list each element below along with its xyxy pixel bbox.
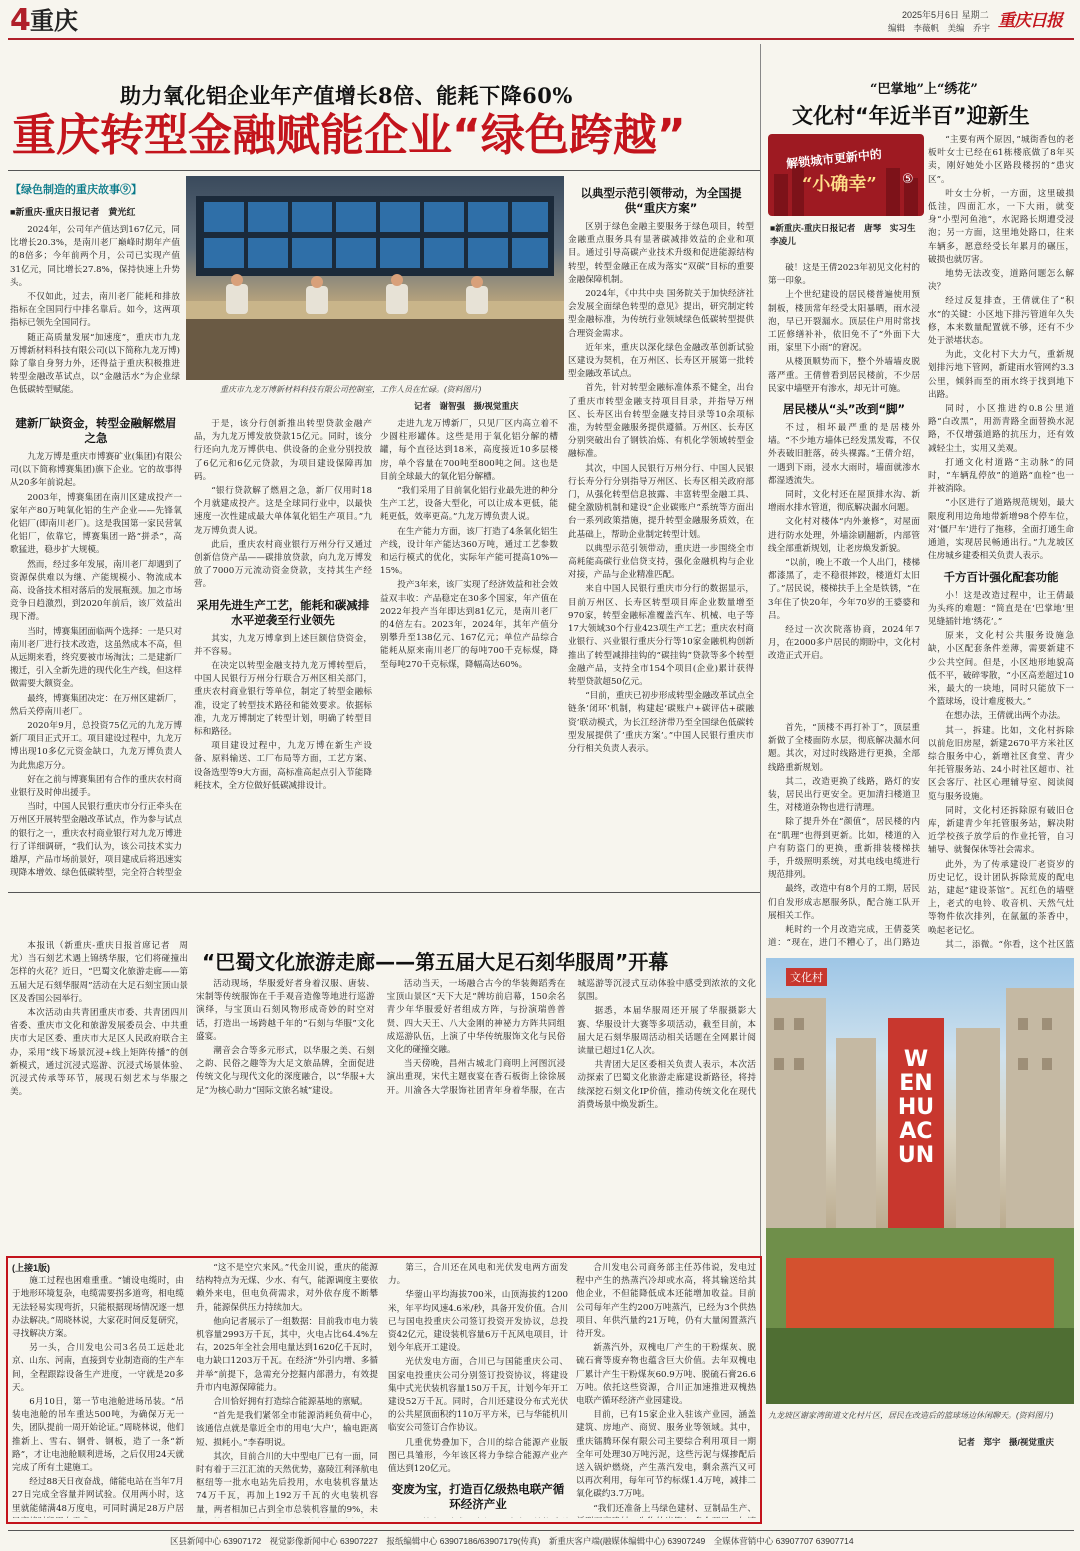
masthead-rule — [8, 38, 1074, 40]
culture-headline: “巴蜀文化旅游走廊——第五届大足石刻华服周”开幕 — [202, 950, 669, 974]
paragraph: “目前，重庆已初步形成转型金融改革试点全链条‘闭环’机制，构建起‘碳账户+碳评估+碳融资’联动模式，为长江经济带乃至全国绿色低碳转型发展提供了‘重庆方案’。”中国人民银行重庆市分行相关负责人表示。 — [568, 691, 754, 754]
editor-line: 编辑 李薇帆 美编 乔宇 — [888, 23, 991, 33]
main-col4 — [568, 186, 754, 880]
paragraph: 其一，拆建。比如，文化村拆除以前危旧房屋，新建2670平方米社区综合服务中心，新增社区食堂、青少年托管服务站、24小时社区超市、社区会客厅、社区心理辅导室、阅读阅览与服务设施。 — [928, 725, 1074, 802]
paragraph: 破！这是王倩2023年初见文化村的第一印象。 — [768, 263, 920, 287]
series-tag: 【绿色制造的重庆故事⑨】 — [10, 184, 142, 196]
paragraph: 以典型示范引领带动，重庆进一步围绕全市高耗能高碳行业信贷支持，强化金融机构与企业对接，产品与企业精准匹配。 — [568, 543, 754, 581]
paragraph: 几重优势叠加下，合川的综合能源产业版图已具雏形，今年该区将力争综合能源产业产值达到120亿元。 — [388, 1437, 568, 1475]
main-col1-top — [10, 224, 180, 410]
paragraph: 其实，九龙万博拿到上述巨额信贷资金，并不容易。 — [194, 633, 372, 657]
subhead-facilities: 千方百计强化配套功能 — [943, 569, 1059, 584]
paragraph: 最终，博赛集团决定：在万州区建新厂，然后关停南川老厂。 — [10, 693, 182, 717]
paragraph: 地势无法改变，道路问题怎么解决？ — [928, 269, 1074, 293]
paragraph: 活动当天，一场融合古今的华装舞蹈秀在宝顶山景区“天下大足”牌坊前启幕，150余名青少年华服爱好者组成方阵，与扮演瑞兽普贤、四大天王、八大金刚的神祕力方阵共同组成巡游队伍，上演了中华传统服饰文化与民俗文化的碰撞交融。 — [386, 979, 566, 1056]
paragraph: 经过88天日夜奋战，储能电站在当年7月27日完成全容量并网试验。仅用两小时，这里就能储满48万度电，可同时满足28万户居 — [12, 1477, 184, 1514]
paragraph: 同时，文化村还拆除原有破旧仓库，新建青少年托管服务站，解决附近学校孩子放学后的作业托管，自习辅导、就餐保休等社会需求。 — [928, 805, 1074, 856]
paragraph: 第三，合川还在风电和光伏发电两方面发力。 — [388, 1263, 568, 1287]
paragraph: “首先是我们紧邻全市能源消耗负荷中心，该通信点就是靠近全市的用电‘大户’，输电距离短、损耗小。”李春明说。 — [196, 1411, 378, 1448]
paragraph: 从楼顶顺势而下，整个外墙墙皮脱落严重。王倩曾看到居民楼前，不少居民家中墙壁开有渗水，却无计可施。 — [768, 357, 920, 394]
paragraph: 其次，中国人民银行万州分行、中国人民银行长寿分行分别指导万州区、长寿区相关政府部门，从强化转型信息披露、丰富转型金融工具、健全激励机制和建设“企业碳账户”系统等方面出台一系列政策措施，提升转型金融服务质效，在此基础上，帮助企业制定转型计划。 — [568, 463, 754, 540]
paragraph: 随正高质量发展“加速度”，重庆市九龙万博新材料科技有限公司(以下简称九龙万博)除了靠自身努力外，还得益于重庆积极推进转型金融改革试点，以“金融活水”为企业绿色低碳转型赋能。 — [10, 332, 180, 396]
paragraph: “以前，晚上不敢一个人出门，楼梯都漆黑了，走不稳很摔跤，楼道灯太旧了。”居民说，楼梯扶手上全是铁锈，“在3年住了快20年，今年70岁的王婆婆和吕。 — [768, 558, 920, 621]
paragraph: 施工过程也困难重重。“铺设电缆时，由于地形环境复杂，电缆需要拐多道弯，相电缆无法轻易实现弯折，只能根据现场情况逐一想办法解决。”周晓林说，大家花时间反复研究，寻找解决方案。 — [12, 1276, 184, 1340]
paragraph: 项目建设过程中，九龙万博在新生产设备、原料输送、工厂布局等方面，工艺方案、设备选型等9大方面，高标准高起点引入节能降耗技术，全方位做好低碳减排设计。 — [194, 741, 372, 791]
paragraph: 在生产能力方面，该厂打造了4条氧化铝生产线，设计年产能达360万吨，通过工艺参数和运行模式的优化，实际年产能可提高10%—15%。 — [380, 526, 558, 577]
jump-col1 — [12, 1262, 184, 1518]
footer-contacts: 区县新闻中心 63907172 视觉影像新闻中心 63907227 报纸编辑中心 63907186/63907179(传真) 新重庆客户端(融媒体编辑中心) 63907249 全媒体营销中心 63907707 63907714 — [170, 1536, 854, 1546]
jump-col4 — [576, 1262, 756, 1518]
paragraph: 文化村对楼体“内外兼修”，对屋面进行防水处理，外墙涂刷翻新，内部管线全部重新规划，让老房焕发新貌。 — [768, 517, 920, 554]
paragraph: “主要有两个原因，”城街香包的老板叶女士已经在61栋楼底做了8年买卖，刚好她处小区路段楼拐的“患灾区”。 — [928, 135, 1074, 185]
right-colB — [928, 134, 1074, 950]
village-photo-credit: 记者 郑宇 摄/视觉重庆 — [958, 1437, 1054, 1447]
weekday: 星期二 — [961, 10, 989, 20]
date: 2025年5月6日 — [902, 10, 960, 20]
paragraph: 小！这是改造过程中，让王倩最为头疼的难题：“简直是在‘巴掌地’里见缝插针地‘绣花’。” — [928, 590, 1074, 627]
subhead-advanced-process: 采用先进生产工艺，能耗和碳减排水平逆袭至行业领先 — [196, 597, 370, 627]
paragraph: 其次，目前合川的大中型电厂已有一面，同时有着于三江汇流的天然优势，嘉陵江利泽航电枢纽等一批水电站先后投用，水电装机容量达74万千瓦，再加上192万千瓦的火电装机容量，两者相加已占到全市总装机容量的9%，未 — [196, 1451, 378, 1515]
paragraph — [388, 1517, 568, 1518]
main-byline: ■新重庆-重庆日报记者 黄光红 — [10, 207, 136, 217]
paragraph: 打通文化村道路“主动脉”的同时，“车辆乱停放”的道路“血栓”也一并被消除。 — [928, 457, 1074, 495]
culture-top-rule — [8, 892, 760, 893]
paragraph: 同时，文化村还在屋顶排水沟、新增雨水排水管道，彻底解决漏水问题。 — [768, 490, 920, 514]
village-sign: WENHUACUN — [897, 1047, 935, 1168]
paragraph: 好在之前与博赛集团有合作的重庆农村商业银行及时伸出援手。 — [10, 774, 182, 799]
paragraph: 九龙万博是重庆市博赛矿业(集团)有限公司(以下简称博赛集团)旗下企业。它的故事得从20多年前说起。 — [10, 452, 182, 489]
paragraph: 潮音会合等多元形式，以华服之美、石刻之韵、民俗之趣等为大足文旅品牌，全面促进传统文化与现代文化的深度融合，以“华服+大足”为核心助力“国际文旅名城”建设。 — [196, 1046, 375, 1096]
paragraph: 华蓥山平均海拔700米，山顶海拔约1200米，年平均风速4.6米/秒，具备开发价值。合川已与国电投重庆公司签订投资开发协议，总投资42亿元，建设装机容量6万千瓦风电项目，计划今年底开工建设。 — [388, 1290, 568, 1354]
paragraph: 来自中国人民银行重庆市分行的数据显示，目前万州区、长寿区转型项目库企业数量增至970家，转型金融标准覆盖汽车、机械、电子等17大领域30个行业423项生产工艺；重庆农村商业银行、兴业银行重庆分行等10家金融机构创新推出了转型减排挂钩的“碳挂钩”贷款等多个转型金融产品，支持全市154个项目(企业)累计获得转型贷款超50亿元。 — [568, 584, 754, 687]
paragraph: 其二，添微。“你看，这个社区篮 — [945, 939, 1074, 950]
badge-line1: 解锁城市更新中的 — [785, 147, 883, 171]
subhead-residential: 居民楼从“头”改到“脚” — [782, 402, 906, 417]
main-kicker: 助力氧化铝企业年产值增长8倍、能耗下降60% — [120, 83, 573, 108]
paragraph: 2020年9月，总投资75亿元的九龙万博新厂项目正式开工。项目建设过程中，九龙万博出现10多亿元资金缺口，九龙万博负责人为此焦虑万分。 — [10, 721, 182, 771]
headline-rule — [8, 170, 760, 171]
culture-col1 — [10, 940, 188, 1250]
paragraph: “这不是空穴来风。”代金川说，重庆的能源结构特点为无煤、少水、有气，能源调度主要依赖外来电，但电负荷需求，对外依存度不断攀升，能源保供压力持续加大。 — [196, 1263, 378, 1313]
village-photo — [766, 958, 1074, 1404]
village-sign-cn: 文化村 — [786, 968, 827, 986]
paragraph: 光伏发电方面，合川已与国能重庆公司、国家电投重庆公司分别签订投资协议，将建设集中式光伏装机容量150万千瓦，计划今年开工建设52万千瓦。同时，合川还建设分布式光伏的公共屋顶面积约110万平方米，已与华能机川临安公司签订合作协议。 — [388, 1357, 568, 1434]
paragraph: 本次活动由共青团重庆市委、共青团四川省委、重庆市文化和旅游发展委员会、中共重庆市大足区委、重庆市大足区人民政府联合主办，采用“线下场景沉浸+线上矩阵传播”的创新模式，通过沉浸式巡游、沉浸式场景体验、沉浸式传承等环节，展现石刻艺术与华服之美。 — [10, 1008, 188, 1098]
subhead-demonstration: 以典型示范引领带动，为全国提供“重庆方案” — [580, 186, 742, 215]
paragraph: 经过一次次院落协商，2024年7月，在2000多户居民的期盼中，文化村改造正式开启。 — [768, 625, 920, 662]
paragraph: 此后，重庆农村商业银行万州分行又通过创新信贷产品——碳排放贷款，向九龙万博发放了7000万元流动资金贷款，支持其生产经营。 — [194, 539, 372, 590]
village-illustration — [766, 958, 1074, 1404]
control-room-illustration — [186, 176, 564, 380]
paragraph: 为此，文化村下大力气，重新规划排污地下管网，新建雨水管网约3.3公里，倾斜而至的雨水终于找到地下出路。 — [928, 350, 1074, 400]
section-name: 重庆 — [30, 7, 78, 35]
paragraph: 于是，该分行创新推出转型贷款金融产品，为九龙万博发放贷款15亿元。同时，该分行还向九龙万博供电、供设备的企业分别投放了6亿元和6亿元贷款，为项目建设保障再加码。 — [194, 419, 372, 482]
jump-col2 — [196, 1262, 378, 1518]
paragraph: 经过反复排查，王倩就住了“积水”的关键：小区地下排污管道年久失修，本来数量配置就不够，还有不少处于淤堵状态。 — [928, 296, 1074, 347]
paragraph: 首先，“顶楼不再打补丁”，顶层重新做了全楼面防水层，彻底解决漏水问题。其次，对过时线路进行更换，全部线路重新规划。 — [768, 723, 920, 773]
paragraph: 在想办法，王倩就出两个办法。 — [945, 711, 1066, 722]
main-col1 — [10, 410, 182, 880]
paragraph: 据悉，本届华服周还开展了华服摄影大赛、华服设计大赛等多项活动，截至目前，本届大足石刻华服周活动相关话题在全网累计阅读量已超过1亿人次。 — [577, 1006, 756, 1057]
main-photo-credit: 记者 谢智强 摄/视觉重庆 — [414, 401, 519, 411]
paragraph: 另一头，合川发电公司3名员工远赴北京、山东、河南，直接到专业制造商的生产车间，全程跟踪设备生产进度，一守就是20多天。 — [12, 1343, 184, 1393]
paragraph: “小区进行了道路规范规划，最大限度利用边角地带新增98个停车位，对‘僵尸车’进行了拖移，全面打通生命通道，实现居民畅通出行。”九龙坡区住房城乡建委相关负责人表示。 — [928, 498, 1074, 562]
badge-number: ⑤ — [902, 172, 914, 187]
paragraph: 叶女士分析，一方面，这里破损低洼，四面汇水，一下大雨，就变身“小型河鱼池”，水泥路长期遭受浸泡；另一方面，这里地处路口，往来车辆多，愿意经受长年累月的碾压，破损也就厉害。 — [928, 188, 1074, 265]
paragraph: 本报讯（新重庆-重庆日报首席记者 周尤）当石刻艺术遇上锦绣华服，它们将碰撞出怎样的火花？近日，“巴蜀文化旅游走廊——第五届大足石刻华服周”活动在大足石刻宝顶山景区及香国公园举行。 — [10, 941, 188, 1004]
jump-label: (上接1版) — [12, 1263, 50, 1273]
right-byline: ■新重庆-重庆日报记者 唐琴 实习生 李凌儿 — [770, 223, 925, 246]
subhead-circular: 变废为宝，打造百亿级热电联产循环经济产业 — [391, 1482, 565, 1512]
paragraph: 然而，经过多年发展，南川老厂却遇到了资源保供难以为继、产能规模小、物流成本高、设备技术相对落后的发展瓶颈。加之市场竞争日趋激烈，到2020年前后，该厂效益出现下滑。 — [10, 559, 182, 623]
main-col2 — [194, 418, 372, 880]
paragraph: 活动现场，华服爱好者身着汉服、唐装、宋制等传统服饰在千手观音造像等地进行巡游演绎，与宝顶山石刻风物形成奇妙的时空对话，打造出一场跨越千年的“石刻与华服”文化盛宴。 — [196, 979, 375, 1042]
paragraph: 目前，已有15家企业入驻该产业园，涵盖建筑、房地产、商贸、服务业等领域。其中，重庆镭腾环保有限公司主要综合利用项目一期全年可处理30万吨污泥，这些污泥与煤掺配后送入锅炉燃烧，产生蒸汽发电，剩余蒸汽又可以再次利用，每年可节约标煤1.4万吨，减排二氧化碳约3.7万吨。 — [576, 1410, 756, 1500]
paragraph: 最终，改造中有8个月的工期，居民们自发形成志愿服务队，配合施工队开展相关工作。 — [768, 884, 920, 921]
paragraph: 其二，改造更换了线路，路灯的安装，居民出行更安全。更加清扫楼道卫生，对楼道杂物也进行清理。 — [768, 776, 920, 814]
paragraph: 当时，博赛集团面临两个选择：一是只对南川老厂进行技术改造，这虽然成本不高，但从远期来看，终究要被市场淘汰；二是建新厂搬迁，引入全新先进的现代化生产线，但这样做需要大额资金。 — [10, 626, 182, 690]
jump-col3 — [388, 1262, 568, 1518]
masthead-date — [902, 8, 989, 21]
paragraph: 近年来，重庆以深化绿色金融改革创新试验区建设为契机，在万州区、长寿区开展第一批转型金融改革试点。 — [568, 342, 754, 380]
main-photo-caption: 重庆市九龙万博新材料科技有限公司控制室，工作人员在忙碌。(资料图片) — [220, 385, 482, 394]
paper-logo: 重庆日报 — [998, 11, 1062, 31]
paragraph: 不仅如此，过去，南川老厂能耗和排放指标在全国同行中排名靠后。如今，这两项指标已领先全国同行。 — [10, 292, 180, 329]
footer-rule — [8, 1530, 1074, 1531]
paragraph: 此外，为了传承建设厂老资岁的历史记忆，设计团队拆除荒废的配电站，建起“建设茶馆”。瓦红色的墙壁上，老式的电铃、收音机、天然气灶等物件依次排列，在氤氲的茶香中，唤起老记忆。 — [928, 859, 1074, 936]
paragraph: 6月10日，第一节电池舱进场吊装。“吊装电池舱的吊车重达500吨，为确保万无一失，团队提前一周开始论证。”周晓林说，他们推新上、雪右、钢骨、钢板，造了一条“新路”，才让电池舱顺利进场，之后仅用24天就完成了所有土建施工。 — [12, 1397, 184, 1474]
right-headline: 文化村“年近半百”迎新生 — [792, 104, 1030, 128]
paragraph: 2024年，《中共中央 国务院关于加快经济社会发展全面绿色转型的意见》提出，研究制定转型金融标准，为传统行业领域绿色低碳转型提供合理资金需求。 — [568, 289, 754, 339]
paragraph: “我们还准备上马绿色建材、豆制品生产、 — [593, 1503, 756, 1514]
culture-col2 — [196, 978, 756, 1250]
paragraph: 耗时约一个月改造完成，王倩菱笑道：“现在，进门不糟心了，出门路边 — [768, 925, 920, 949]
paragraph: 区别于绿色金融主要服务于绿色项目，转型金融重点服务具有显著碳减排效益的企业和项目。通过引导高碳产业技术升级和促进能源结构转型，转型金融正在成为落实“双碳”目标的重要金融保障机制。 — [568, 222, 754, 285]
badge-line2: “小确幸” — [802, 174, 877, 195]
main-col3 — [380, 418, 558, 880]
paragraph: 合川恰好拥有打造综合能源基地的禀赋。 — [213, 1397, 368, 1408]
paragraph: 当天傍晚，昌州古城北门商明上河图沉浸演出重现，宋代主题夜宴在香石板街上徐徐展开。川渝各大学服饰社团青年身着华服，在古城巡游等沉浸式互动体验中感受到浓浓的文化氛围。 — [386, 979, 756, 1096]
page-number: 4 — [10, 3, 31, 38]
paragraph: “我们采用了目前氧化铝行业最先进的种分生产工艺，设备大型化，可以让成本更低，能耗更低，效率更高。”九龙万博负责人说。 — [380, 486, 558, 523]
paragraph: 新蒸汽外，双槐电厂产生的干粉煤灰、脱硫石膏等废弃物也蕴含巨大价值。去年双槐电厂累计产生干粉煤灰60.9万吨、脱硫石膏26.6万吨。依托这些资源，合川正加速推进双槐热电联产循环经济产业园建设。 — [576, 1343, 756, 1407]
right-kicker: “巴掌地”上“绣花” — [870, 82, 978, 97]
paragraph: 投产3年来，该厂实现了经济效益和社会效益双丰收：产品稳定在30多个国家，年产值在2022年投产当年即达到81亿元，是南川老厂的4倍左右。2023年，2024年，其年产值分别攀升至138亿元、167亿元；单位产品综合能耗从原来南川老厂的每吨700千克标煤，降至每吨270千克标煤，降幅高达60%。 — [380, 580, 558, 670]
main-headline: 重庆转型金融赋能企业“绿色跨越” — [12, 110, 686, 161]
paragraph: “银行贷款解了燃眉之急，新厂仅用时18个月就建成投产。这是全球同行业中，以最快速度一次性建成最大单体氧化铝生产项目。”九龙万博负责人说。 — [194, 486, 372, 536]
main-photo — [186, 176, 564, 380]
right-colA2 — [768, 722, 920, 950]
paragraph: 同时，小区推进约0.8公里道路“白改黑”，用沥青路全面替换水泥路，不仅增强道路的抗压力，还有效减轻尘土，实用又美观。 — [928, 404, 1074, 454]
paragraph: 不过，相坏最严重的是居楼外墙。“不少地方墙体已经发黑发霉，不仅外表破旧脏落，砖头裸露。”王倩介绍，一遇到下雨，浸水大雨时，墙面就渗水都湿透流失。 — [768, 423, 920, 486]
paragraph: 首先，针对转型金融标准体系不健全，出台了重庆市转型金融支持项目目录，并指导万州区、长寿区出台转型金融支持目录等10余项标准，为转型金融服务提供遵循。万州区、长寿区分别突破出台了钢铁冶炼、有机化学领域转型金融标准。 — [568, 383, 754, 460]
paragraph: 上个世纪建设的居民楼普遍使用预制板，楼顶常年经受太阳暴晒，雨水浸泡，早已开裂漏水。顶层住户用时常找工匠修缮补补，依旧免不了“外面下大雨，家里下小雨”的窘况。 — [768, 290, 920, 354]
paragraph: 合川发电公司商务部主任苏伟说，发电过程中产生的热蒸汽冷却或水高，将其输送给其他企业，不但能降低成本还能增加收益。目前公司每年产生约200万吨蒸汽，已经为3个供热项目、年供汽量约21万吨，仍有大量闲置蒸汽待开发。 — [576, 1263, 756, 1340]
series-badge — [768, 134, 924, 216]
paragraph: 2024年，公司年产值达到167亿元，同比增长20.3%，是南川老厂巅峰时期年产值的8倍多；今年前两个月，公司已实现产值31亿元，同比增长27.8%，保持快速上升势头。 — [10, 225, 180, 288]
paragraph: 他向记者展示了一组数据：目前我市电力装机容量2993万千瓦，其中，火电占比64.4%左右，2025年全社会用电量达到1620亿千瓦时，电力缺口1203万千瓦。在经济“外引内增、多循并举”前提下，急需充分挖掘内部潜力，有效提升市内电源保障能力。 — [196, 1316, 378, 1393]
paragraph: 原来，文化村公共服务设施急缺，小区配套条件差薄，需要新建不少公共空间。但是，小区地形地貌高低不平，破碎零散，“小区高差超过10米，最大的一块地，同时只能放下一个篮球场，设计难度极大。” — [928, 631, 1074, 708]
paragraph: 共青团大足区委相关负责人表示，本次活动探索了巴蜀文化旅游走廊建设新路径，将持续深挖石刻文化IP价值，推动传统文化在现代消费场景中焕发新生。 — [577, 1060, 756, 1110]
subhead-new-factory: 建新厂缺资金，转型金融解燃眉之急 — [15, 416, 177, 445]
paragraph: 走进九龙万博新厂，只见厂区内高立着不少圆柱形罐体。这些是用于氧化铝分解的槽罐，每个直径达到18米，高度接近10多层楼房，单个容量在700吨至800吨之间。这也是目前全球最大的氧化铝分解槽。 — [380, 419, 558, 482]
paragraph: 当时，中国人民银行重庆市分行正牵头在万州区开展转型金融改革试点，作为参与试点的银行之一，重庆农村商业银行对九龙万博进行了详细调研，“我们认为，该公司技术实力雄厚，产品市场前景好，项目建成后将迅速实现降本增效、绿色低碳转型，完全符合转型金 — [10, 802, 182, 879]
village-photo-caption: 九龙坡区谢家湾街道文化村片区，居民在改造后的篮球场边休闲聊天。(资料图片) — [768, 1411, 1054, 1420]
paragraph: 在决定以转型金融支持九龙万博转型后，中国人民银行万州分行联合万州区相关部门，重庆农村商业银行等单位，制定了转型金融标准，设定了转型技术路径和能效要求。依据标准，九龙万博制定了转型计划，明确了转型目标和路径。 — [194, 661, 372, 738]
paragraph: 2003年，博赛集团在南川区建成投产一家年产80万吨氧化铝的生产企业——先锋氧化铝厂(即南川老厂)。这是我国第一家民营氧化铝厂，依靠它，博赛集团一路“拼杀”，高歌猛进，稳步扩大规模。 — [10, 492, 182, 556]
right-colA — [768, 262, 920, 722]
paragraph: 除了提升外在“颜值”，居民楼的内在“肌理”也得到更新。比如，楼道的入户有防盗门的更换，重新排装楼梯扶手，升级照明系统，对其电线电缆进行规范排列。 — [768, 817, 920, 881]
